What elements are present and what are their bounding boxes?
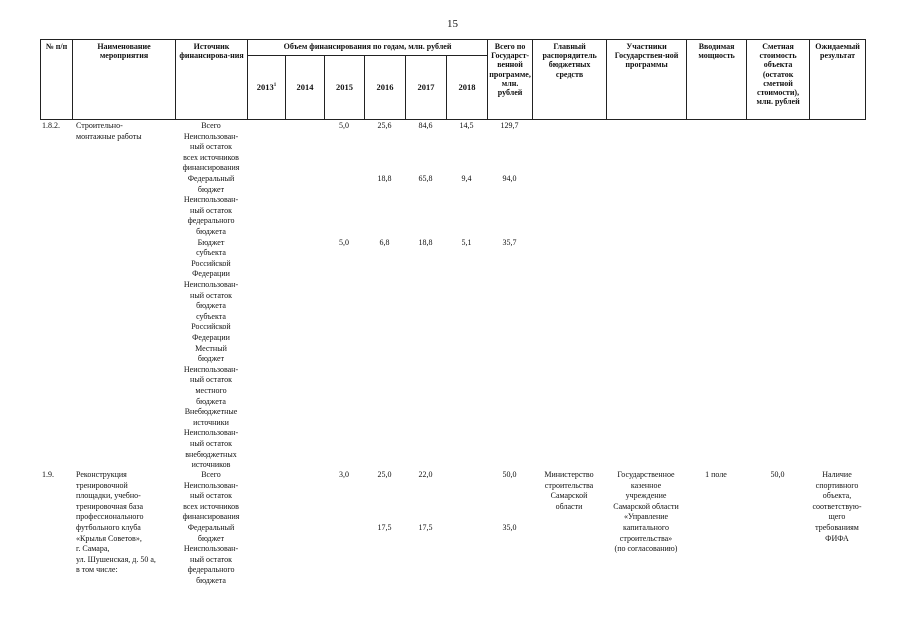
source-label: Федерации [192, 333, 230, 342]
funding-value: 5,0 [339, 237, 349, 247]
source-label: ный остаток [190, 142, 232, 152]
row-manager: Министерство [544, 470, 594, 479]
row-result: Наличие [822, 470, 852, 479]
row-result: соответствую- [812, 501, 862, 511]
funding-value: 25,6 [377, 121, 392, 130]
source-label: Неиспользован- [183, 480, 239, 490]
source-label: Неиспользован- [183, 280, 239, 289]
row-capacity: 1 поле [705, 470, 727, 479]
row-name: футбольного клуба [76, 523, 141, 532]
row-participants: казенное [630, 480, 662, 490]
funding-value: 3,0 [339, 470, 349, 479]
table-header [40, 39, 866, 120]
source-label: источники [193, 417, 229, 427]
source-label: Неиспользован- [183, 428, 239, 438]
source-label: финансирования [182, 512, 240, 522]
header-year-2013: 2013$^1$ [248, 56, 286, 120]
source-label: бюджета [196, 301, 226, 311]
source-label: Неиспользован- [183, 544, 239, 554]
header-num: № п/п [41, 40, 73, 120]
funding-value: 5,1 [461, 237, 472, 247]
source-label: федерального [187, 216, 235, 226]
header-year-2018: 2018 [447, 56, 488, 120]
source-label: бюджет [197, 184, 225, 194]
source-label: бюджета [196, 227, 226, 236]
funding-value: 18,8 [418, 237, 433, 247]
source-label: ный остаток [190, 375, 232, 385]
source-label: ный остаток [190, 554, 232, 564]
row-name: в том числе: [76, 565, 118, 575]
source-label: бюджет [197, 354, 225, 364]
funding-value: 17,5 [418, 523, 433, 532]
row-manager: строительства [544, 480, 594, 490]
row-name: г. Самара, [76, 544, 110, 554]
row-number: 1.9. [42, 470, 54, 479]
funding-value: 14,5 [459, 121, 474, 130]
header-name: Наименование мероприятия [73, 40, 176, 120]
source-label: субъекта [196, 248, 226, 258]
row-name: тренировочной [76, 480, 128, 490]
row-name: ул. Шушенская, д. 50 а, [76, 554, 156, 564]
header-total: Всего по Государст-венной программе, млн. рублей [488, 40, 533, 120]
total-value: 35,7 [502, 237, 517, 247]
row-result: щего [828, 512, 846, 522]
source-label: Всего [201, 121, 221, 130]
source-label: всех источников [183, 152, 239, 162]
source-label: Бюджет [197, 237, 225, 247]
source-label: бюджета [196, 396, 226, 406]
source-label: субъекта [196, 311, 226, 321]
source-label: Местный [195, 343, 227, 353]
source-label: Неиспользован- [183, 364, 239, 374]
funding-value: 22,0 [418, 470, 433, 479]
funding-value: 25,0 [377, 470, 392, 479]
header-capacity: Вводимая мощность [687, 40, 747, 120]
funding-value: 17,5 [377, 523, 392, 532]
row-name: монтажные работы [76, 131, 142, 141]
row-number: 1.8.2. [42, 121, 60, 130]
header-manager: Главный распорядитель бюджетных средств [533, 40, 607, 120]
source-label: источников [191, 460, 231, 470]
funding-value: 65,8 [418, 174, 433, 183]
source-label: Внебюджетные [184, 407, 238, 417]
source-label: бюджета [196, 576, 226, 585]
row-estimate: 50,0 [770, 470, 785, 479]
row-result: требованиям [815, 523, 859, 532]
source-label: ный остаток [190, 205, 232, 215]
row-name: тренировочная база [76, 501, 144, 511]
source-label: всех источников [183, 501, 239, 511]
header-funding: Объем финансирования по годам, млн. рублей [248, 40, 488, 56]
row-name: «Крылья Советов», [76, 533, 142, 543]
header-participants: Участники Государствен-ной программы [607, 40, 687, 120]
row-name: Строительно- [76, 121, 123, 130]
row-participants: (по согласованию) [614, 544, 678, 554]
row-result: объекта, [822, 491, 852, 501]
source-label: местного [195, 386, 227, 395]
source-label: Федеральный [187, 523, 235, 532]
source-label: ный остаток [190, 439, 232, 448]
page-number: 15 [447, 18, 458, 30]
source-label: Федеральный [187, 174, 235, 183]
source-label: внебюджетных [185, 449, 237, 459]
row-manager: Самарской [550, 491, 588, 501]
row-result: спортивного [815, 480, 859, 490]
row-result: ФИФА [825, 533, 849, 543]
source-label: Неиспользован- [183, 131, 239, 141]
source-label: ный остаток [190, 491, 232, 501]
row-participants: Государственное [617, 470, 675, 479]
source-label: Российской [191, 322, 231, 332]
source-label: федерального [187, 565, 235, 575]
row-name: профессионального [76, 512, 144, 522]
source-label: Федерации [192, 269, 230, 279]
source-label: финансирования [182, 163, 240, 173]
row-name: площадки, учебно- [76, 491, 141, 501]
total-value: 50,0 [502, 470, 517, 479]
header-result: Ожидаемый результат [810, 40, 866, 120]
funding-value: 18,8 [377, 174, 392, 183]
funding-value: 6,8 [379, 237, 390, 247]
header-year-2014: 2014 [286, 56, 325, 120]
source-label: бюджет [197, 533, 225, 543]
source-label: Неиспользован- [183, 195, 239, 205]
row-name: Реконструкция [76, 470, 127, 479]
row-manager: области [555, 501, 583, 511]
header-source: Источник финансирова-ния [176, 40, 248, 120]
total-value: 129,7 [500, 121, 519, 130]
row-participants: «Управление [623, 512, 669, 522]
funding-value: 9,4 [461, 174, 472, 183]
header-estimate: Сметная стоимость объекта (остаток сметной стоимости), млн. рублей [747, 40, 810, 120]
header-year-2016: 2016 [365, 56, 406, 120]
row-participants: строительства» [619, 533, 673, 543]
source-label: Российской [191, 258, 231, 268]
row-participants: учреждение [625, 491, 667, 501]
header-year-2015: 2015 [325, 56, 365, 120]
header-year-2017: 2017 [406, 56, 447, 120]
source-label: Всего [201, 470, 221, 479]
row-participants: Самарской области [613, 501, 679, 511]
total-value: 35,0 [502, 523, 517, 532]
funding-value: 84,6 [418, 121, 433, 130]
total-value: 94,0 [502, 174, 517, 183]
row-participants: капитального [623, 523, 669, 532]
funding-value: 5,0 [339, 121, 349, 130]
source-label: ный остаток [190, 290, 232, 300]
